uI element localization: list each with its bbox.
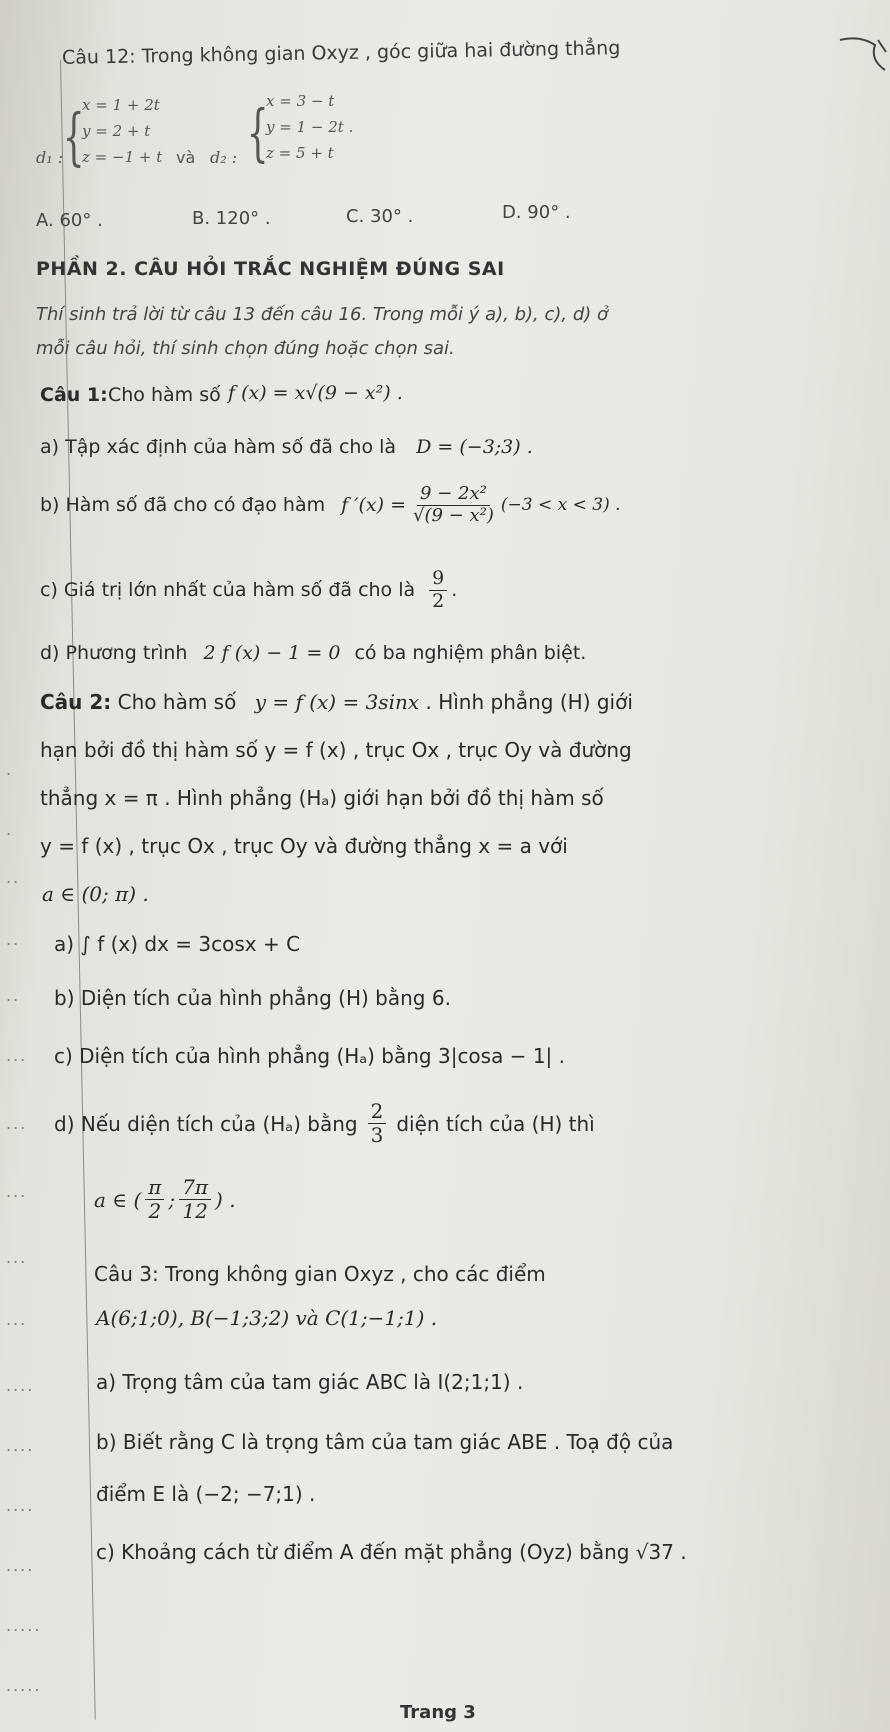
margin-dots: .	[6, 820, 14, 839]
cau2-d-answer: a ∈ ( $\frac{\pi}{2}$ ; $\frac{7\pi}{12}$ ) .	[94, 1175, 236, 1223]
part2-heading: PHẦN 2. CÂU HỎI TRẮC NGHIỆM ĐÚNG SAI	[36, 258, 505, 280]
margin-dots: ...	[6, 1114, 28, 1133]
margin-dots: ..	[6, 930, 21, 949]
cau1-d: d) Phương trình 2 f (x) − 1 = 0 có ba nghiệm phân biệt.	[40, 642, 587, 664]
cau3-line1: Câu 3: Trong không gian Oxyz , cho các điểm	[94, 1262, 546, 1286]
margin-dots: ....	[6, 1376, 35, 1395]
cau2-d: d) Nếu diện tích của (Hₐ) bằng $\frac{2}{3}$ diện tích của (H) thì	[54, 1099, 595, 1147]
margin-dots: ....	[6, 1556, 35, 1575]
d2-system: x = 3 − t y = 1 − 2t . z = 5 + t	[266, 92, 354, 162]
cau2-line4: y = f (x) , trục Ox , trục Oy và đường thẳng x = a với	[40, 834, 568, 858]
cau2-line1: Câu 2: Cho hàm số y = f (x) = 3sinx . Hình phẳng (H) giới	[40, 690, 633, 714]
d2-label: d₂ :	[210, 148, 238, 167]
page-number: Trang 3	[400, 1702, 476, 1723]
margin-dots: ...	[6, 1046, 28, 1065]
margin-dots: ..	[6, 868, 21, 887]
cau1-c: c) Giá trị lớn nhất của hàm số đã cho là $\frac{9}{2}$ .	[40, 567, 458, 612]
margin-dots: ...	[6, 1248, 28, 1267]
option-a: A. 60° .	[36, 210, 103, 231]
max-value-fraction: $\frac{9}{2}$	[429, 568, 447, 613]
margin-dots: ....	[6, 1436, 35, 1455]
cau2-c: c) Diện tích của hình phẳng (Hₐ) bằng 3|cosa − 1| .	[54, 1044, 565, 1068]
margin-dots: .	[6, 760, 14, 779]
d1-label: d₁ :	[36, 148, 64, 167]
margin-dots: .....	[6, 1676, 42, 1695]
cau3-b2: điểm E là (−2; −7;1) .	[96, 1482, 316, 1506]
cau3-c: c) Khoảng cách từ điểm A đến mặt phẳng (Oyz) bằng √37 .	[96, 1540, 687, 1564]
derivative-fraction: $\frac{\text{9 − 2x²}}{\text{√(9 − x²)}}$	[413, 483, 494, 526]
option-b: B. 120° .	[192, 208, 271, 229]
pi-half-fraction: $\frac{\pi}{2}$	[145, 1176, 164, 1223]
seven-pi-twelfth-fraction: $\frac{7\pi}{12}$	[179, 1176, 211, 1223]
cau2-b: b) Diện tích của hình phẳng (H) bằng 6.	[54, 986, 451, 1010]
cau2-a: a) ∫ f (x) dx = 3cosx + C	[54, 932, 301, 956]
cau1-function: f (x) = x√(9 − x²) .	[228, 382, 403, 404]
part2-intro-2: mỗi câu hỏi, thí sinh chọn đúng hoặc chọn sai.	[36, 338, 455, 359]
cau1-label: Câu 1:	[40, 384, 108, 406]
cau2-line3: thẳng x = π . Hình phẳng (Hₐ) giới hạn bởi đồ thị hàm số	[40, 786, 604, 810]
d2-brace: {	[246, 96, 269, 169]
cau2-line5: a ∈ (0; π) .	[42, 882, 149, 906]
cau2-line2: hạn bởi đồ thị hàm số y = f (x) , trục Ox , trục Oy và đường	[40, 738, 632, 762]
option-d: D. 90° .	[502, 202, 571, 223]
margin-dots: .....	[6, 1616, 42, 1635]
margin-dots: ....	[6, 1496, 35, 1515]
cau3-a: a) Trọng tâm của tam giác ABC là I(2;1;1) .	[96, 1370, 524, 1394]
margin-dots: ..	[6, 986, 21, 1005]
cau3-b: b) Biết rằng C là trọng tâm của tam giác ABE . Toạ độ của	[96, 1430, 674, 1454]
ratio-fraction: $\frac{2}{3}$	[368, 1100, 387, 1147]
cau1-a: a) Tập xác định của hàm số đã cho là D = (−3;3) .	[40, 436, 533, 458]
d1-system: x = 1 + 2t y = 2 + t z = −1 + t	[82, 96, 163, 166]
margin-dots: ...	[6, 1182, 28, 1201]
cau1-text: Cho hàm số	[108, 384, 221, 406]
cau3-line2: A(6;1;0), B(−1;3;2) và C(1;−1;1) .	[96, 1306, 438, 1330]
d1-brace: {	[62, 100, 85, 173]
part2-intro-1: Thí sinh trả lời từ câu 13 đến câu 16. Trong mỗi ý a), b), c), d) ở	[36, 304, 609, 325]
q12-title: Câu 12: Trong không gian Oxyz , góc giữa hai đường thẳng	[61, 37, 621, 69]
cau1-b: b) Hàm số đã cho có đạo hàm f ′(x) = $\frac{\text{9 − 2x²}}{\text{√(9 − x²)}}$ (−3 < x < 3) .	[40, 483, 621, 526]
option-c: C. 30° .	[346, 206, 414, 227]
corner-mark	[830, 30, 890, 80]
and-text: và	[176, 148, 196, 167]
margin-dots: ...	[6, 1310, 28, 1329]
